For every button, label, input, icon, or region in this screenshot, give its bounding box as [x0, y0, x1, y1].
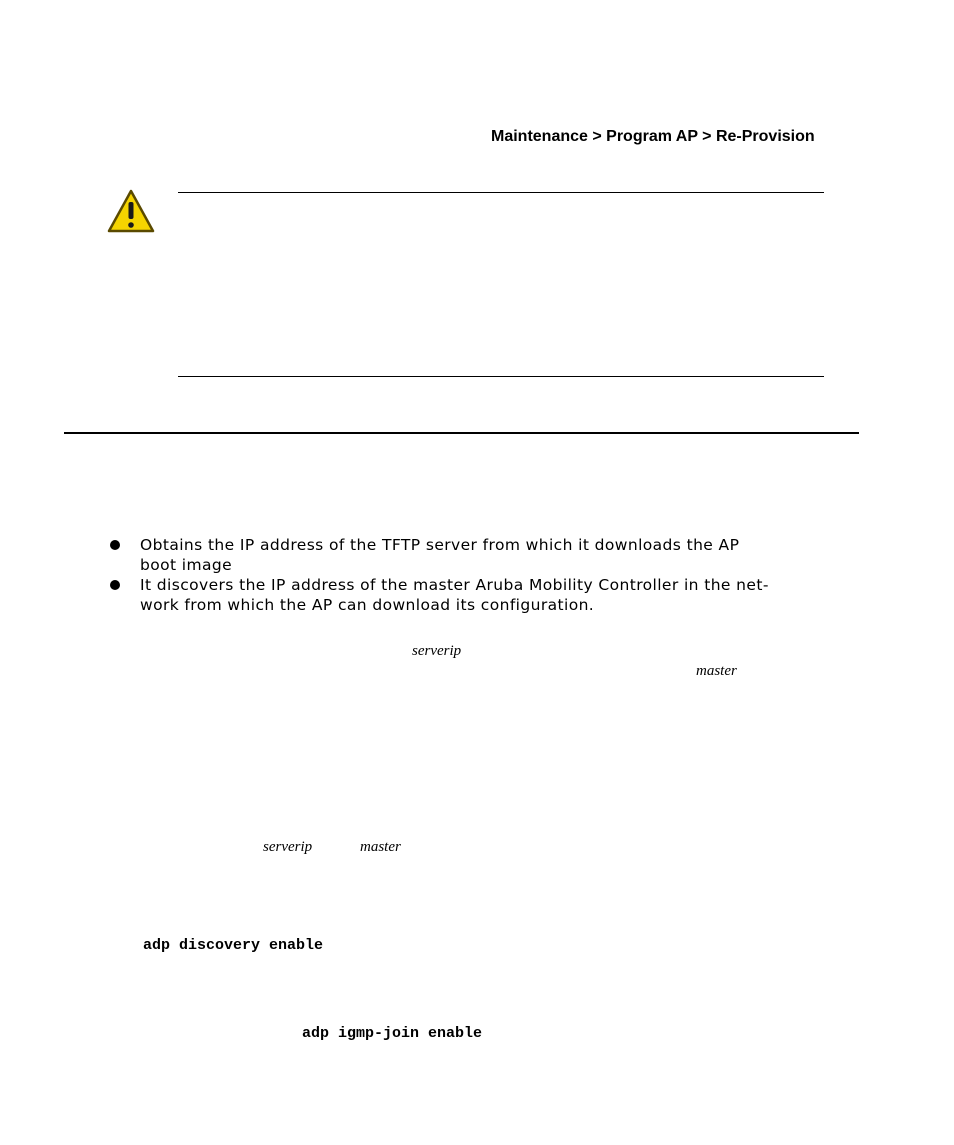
term-serverip: serverip	[412, 643, 462, 659]
caution-top-rule	[178, 192, 824, 193]
term-master: master	[360, 839, 401, 855]
list-item	[108, 575, 858, 615]
bullet-line: work from which the AP can download its configuration.	[140, 596, 595, 614]
list-item	[108, 535, 858, 575]
breadcrumb: Maintenance > Program AP > Re-Provision	[491, 128, 815, 145]
command-adp-igmp-join: adp igmp-join enable	[302, 1025, 483, 1042]
bullet-dot	[110, 540, 120, 550]
caution-bottom-rule	[178, 376, 824, 377]
bullet-dot	[110, 580, 120, 590]
term-master: master	[696, 663, 737, 679]
caution-warning-icon	[107, 188, 155, 234]
bullet-line: Obtains the IP address of the TFTP server from which it downloads the AP	[140, 536, 740, 554]
section-divider	[64, 432, 859, 434]
bullet-list	[108, 535, 858, 615]
term-serverip: serverip	[263, 839, 313, 855]
command-adp-discovery: adp discovery enable	[143, 937, 324, 954]
bullet-line: It discovers the IP address of the master Aruba Mobility Controller in the net-	[140, 576, 769, 594]
bullet-line: boot image	[140, 556, 233, 574]
